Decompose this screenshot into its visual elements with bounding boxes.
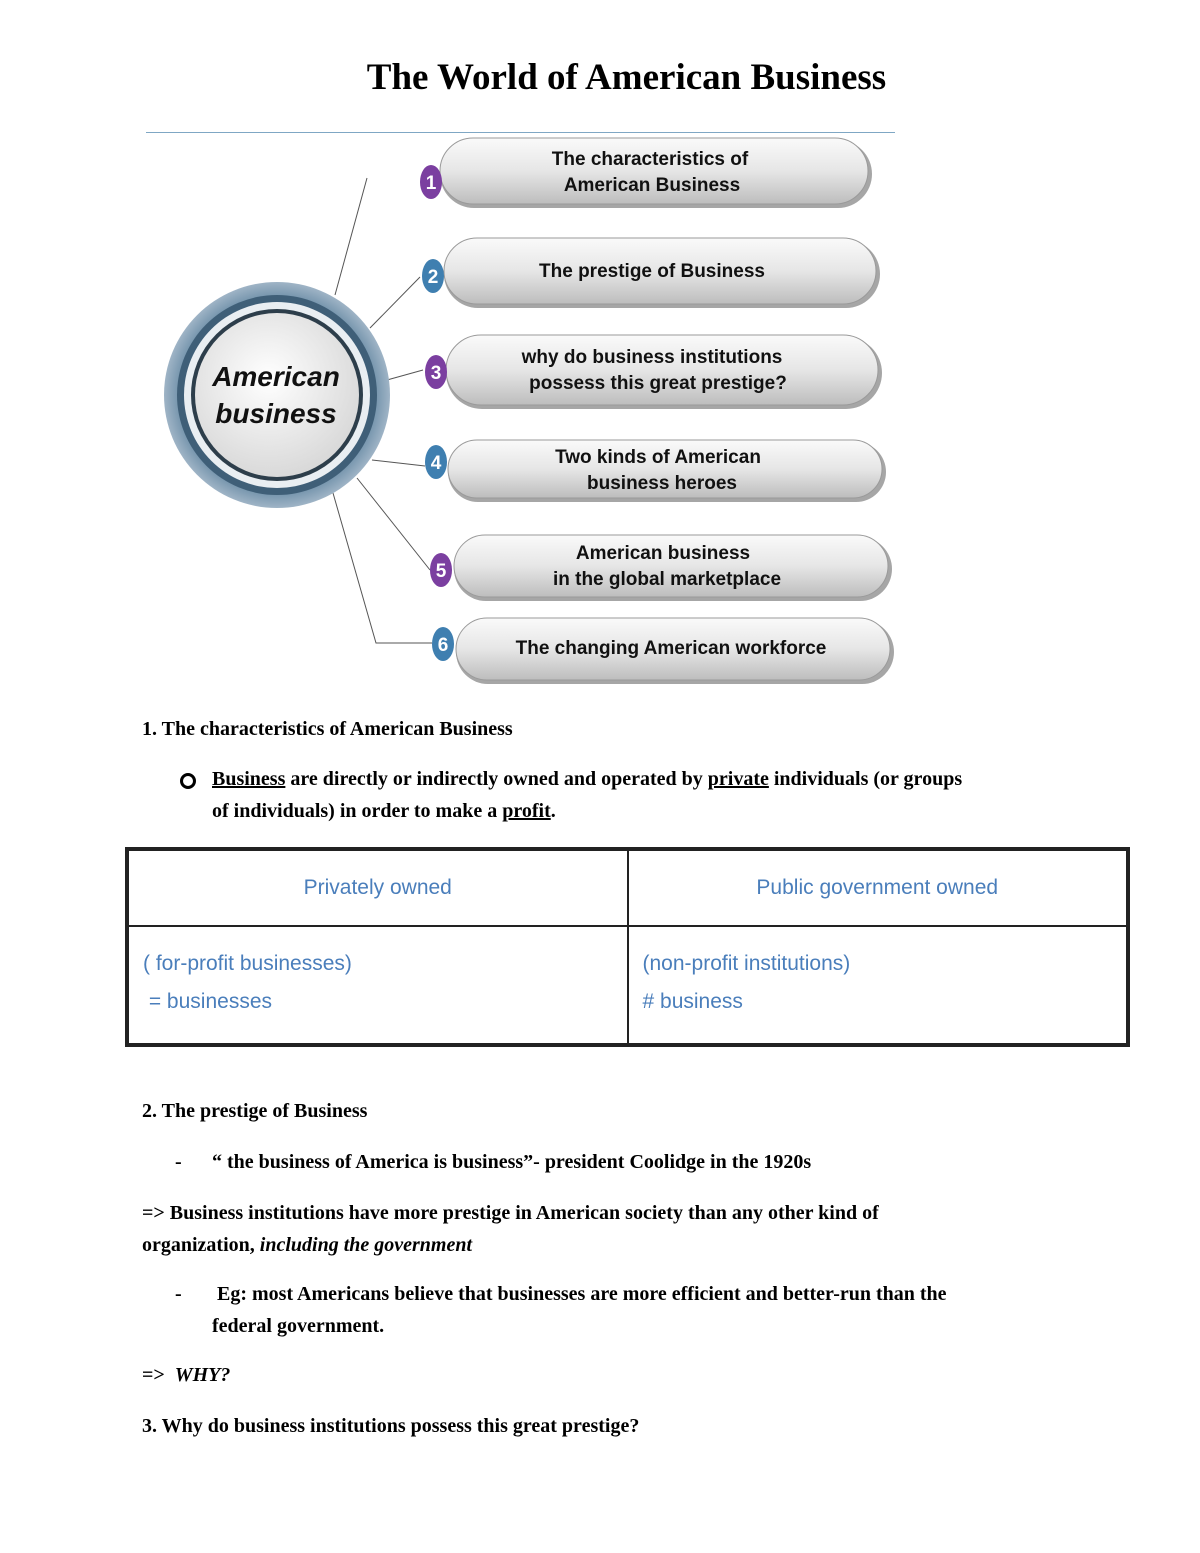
section-3-heading: 3. Why do business institutions possess this great prestige? bbox=[142, 1415, 640, 1437]
why-line: => WHY? bbox=[142, 1364, 231, 1386]
connector-1 bbox=[335, 178, 367, 295]
example-line1: Eg: most Americans believe that businesses are more efficient and better-run than the bbox=[212, 1283, 947, 1305]
svg-text:1: 1 bbox=[425, 173, 437, 194]
topic-label-5-line1: American business bbox=[575, 543, 751, 564]
private-cell-line2: = businesses bbox=[143, 990, 272, 1013]
public-cell-line2: # business bbox=[642, 990, 743, 1013]
dash-bullet-2: - bbox=[175, 1283, 182, 1305]
table-cell-private bbox=[127, 926, 628, 1045]
connector-3 bbox=[387, 370, 423, 380]
public-cell-line1: (non-profit institutions) bbox=[642, 952, 851, 975]
topic-item-6 bbox=[432, 618, 894, 684]
topic-item-2 bbox=[422, 238, 880, 308]
connector-6 bbox=[333, 493, 432, 643]
connector-4 bbox=[372, 460, 425, 466]
hub-circle bbox=[164, 282, 390, 508]
svg-text:5: 5 bbox=[435, 561, 447, 582]
connector-5 bbox=[357, 478, 430, 570]
section-1-heading: 1. The characteristics of American Business bbox=[142, 718, 513, 740]
hub-label-line2: business bbox=[215, 398, 337, 429]
section-1-bullet-line2: of individuals) in order to make a profit. bbox=[212, 800, 556, 822]
hub-label-line1: American bbox=[212, 361, 340, 392]
dash-bullet-1: - bbox=[175, 1151, 182, 1173]
svg-text:2: 2 bbox=[427, 267, 439, 288]
topic-label-4-line1: Two kinds of American bbox=[555, 447, 761, 468]
table-cell-public bbox=[628, 926, 1129, 1045]
topic-item-3 bbox=[425, 335, 882, 409]
keyword-profit: profit bbox=[502, 800, 551, 822]
section-1-bullet-line1: Business are directly or indirectly owned and operated by private individuals (or groups bbox=[212, 768, 963, 790]
svg-text:4: 4 bbox=[430, 453, 442, 474]
table-header-private: Privately owned bbox=[127, 849, 628, 926]
topic-item-5 bbox=[430, 535, 892, 601]
table-header-public: Public government owned bbox=[628, 849, 1129, 926]
section-2-heading: 2. The prestige of Business bbox=[142, 1100, 368, 1122]
topic-label-6: The changing American workforce bbox=[515, 638, 827, 659]
svg-text:3: 3 bbox=[430, 363, 442, 384]
emphasis-government: including the government bbox=[259, 1234, 473, 1256]
topic-label-1-line1: The characteristics of bbox=[551, 149, 749, 170]
topic-item-1 bbox=[420, 138, 872, 208]
connector-2 bbox=[370, 277, 420, 328]
conclusion-line1: => Business institutions have more prestige in American society than any other kind of bbox=[142, 1202, 879, 1224]
example-line2: federal government. bbox=[212, 1315, 385, 1337]
conclusion-line2: organization, including the government bbox=[142, 1234, 473, 1256]
private-cell-line1: ( for-profit businesses) bbox=[143, 952, 352, 975]
topic-label-2: The prestige of Business bbox=[539, 261, 765, 282]
topic-label-5-line2: in the global marketplace bbox=[552, 569, 782, 590]
topic-label-1-line2: American Business bbox=[563, 175, 741, 196]
topic-label-3-line1: why do business institutions bbox=[521, 347, 783, 368]
keyword-business: Business bbox=[212, 768, 286, 790]
topic-item-4 bbox=[425, 440, 886, 502]
why-question: WHY? bbox=[174, 1364, 231, 1386]
bullet-icon bbox=[180, 773, 196, 789]
ownership-table bbox=[125, 847, 1130, 1047]
coolidge-quote: “ the business of America is business”- president Coolidge in the 1920s bbox=[212, 1151, 812, 1173]
page-title: The World of American Business bbox=[366, 57, 887, 98]
svg-text:6: 6 bbox=[437, 635, 449, 656]
topic-label-4-line2: business heroes bbox=[587, 473, 737, 494]
keyword-private: private bbox=[707, 768, 769, 790]
topic-label-3-line2: possess this great prestige? bbox=[529, 373, 787, 394]
mind-map-diagram bbox=[0, 0, 1200, 700]
